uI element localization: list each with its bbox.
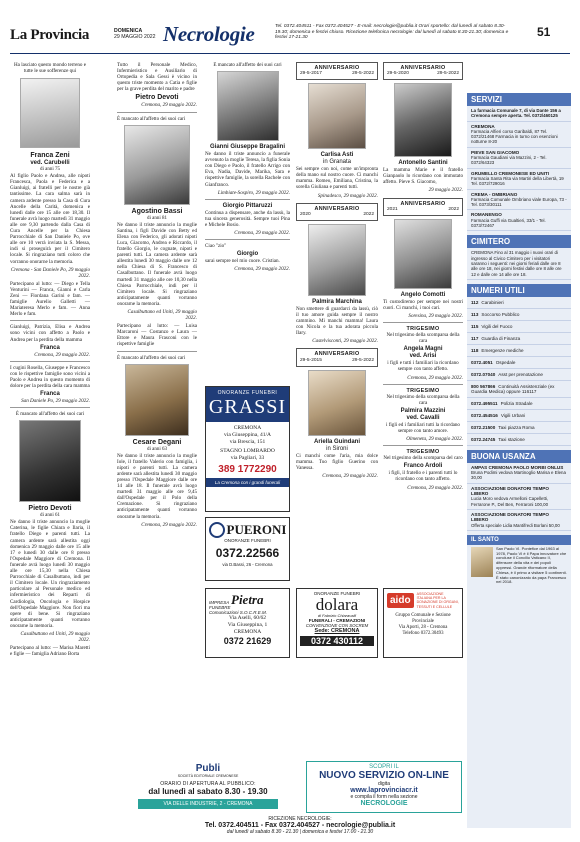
header-rule [10,53,570,54]
deceased-age: di anni 63 [147,446,167,452]
ad-line: FUNERALI - CREMAZIONI [308,618,366,623]
number-label: Polizia Stradale [500,400,533,406]
anniversary-date: 29-5-2017 [300,71,322,77]
pharmacy-list [467,106,571,231]
ad-line: Via Aporti, 28 - Cremona [398,624,448,630]
obit-body: Ne danno il triste annuncio la moglie Caterina, le figlie Chiara e Ilaria, il fratello Diego e parenti tutti. La camera ardente sarà allestita oggi domenica 29 maggio dalle ore 15 alle 17 e lunedì 30 dalle ore 8 presso l'Ospedale Maggiore di Cremona. Il funerale avrà luogo lunedì 30 maggio alle ore 15,30 nella Chiesa Parrocchiale di Casalbuttano, indi per il Cimitero locale. Un ringraziamento particolare al Personale medico ed infermieristico dei Reparti di Cardiologia, Oncologia e Hospice dell'Ospedale Maggiore. Non fiori ma opere di bene. Si ringraziano anticipatamente quanti vorranno onorarne la memoria. [10,519,90,629]
ad-footer: La Cremona con i grandi funerali [206,478,289,487]
number-label: Vigili Urbani [500,412,526,418]
orario-label: ORARIO DI APERTURA AL PUBBLICO: [160,781,256,787]
masthead: La Provincia [10,27,90,43]
number-value: 113 [471,311,479,317]
deceased-name: Palmira Mazzini [400,407,446,414]
pharmacy-town: CREMA - OMBRIANO [471,191,518,197]
deceased-name: Angelo Comotti [400,291,446,298]
useful-number [467,345,571,357]
anniversary-title: ANNIVERSARIO [314,65,360,71]
number-value: 0372.454516 [471,412,498,418]
column-3 [205,62,290,362]
number-value: 0372.07040 [471,371,496,377]
numbers-list [467,297,571,446]
page-number: 51 [537,25,551,39]
ad-dolara [296,588,378,658]
obit-body: Sei sempre con noi, come un'impronta della mano sul nostro cuore. Ci manchi mamma. Romeo, Emiliana, Cristina, la sorella Giuliana e parenti tutti. [296,166,378,191]
condolence-name: Franca [40,391,60,398]
obit-body: Ci manchi come l'aria, mia dolce mamma. Tuo figlio Guerino con Vanessa. [296,452,378,471]
deceased-name: Palmira Marchina [312,298,362,305]
deceased-name: Gianni Giuseppe Bragalini [209,144,285,151]
portrait-palmira-marchina [308,224,366,296]
ad-line: Gruppo Comunale e Sezione Provinciale [395,612,451,624]
publia-logo: Publi [195,763,221,774]
number-label: Taxi stazione [498,436,525,442]
cross-logo-icon [209,522,225,538]
deceased-name: Ariella Guindani [313,438,360,445]
ad-line: via Brescia, 151 [229,439,266,445]
aido-logo-icon: aido [387,593,414,608]
ad-brand: GRASSI [208,396,287,418]
buona-usanza-title: BUONA USANZA [467,450,571,463]
obit-place: Cremona, 29 maggio 2022. [141,521,197,528]
deceased-name: Giorgio [236,251,259,258]
anniversary-date: 2020 [300,211,311,217]
pharmacy-text: Farmacia Santa Rita via Martiri della Libertà, 19 Tel. 0372/729016 [471,175,564,187]
publia-footer [138,761,462,838]
number-label: Continuità Assistenziale (ex Guardia Medica) oppure 116117 [471,383,555,394]
obit-place: Cremona, 29 maggio 2022. [407,374,463,381]
obit-place: Cremona - San Daniele Po, 29 maggio 2022. [10,266,90,279]
anniversary-title: ANNIVERSARIO [314,205,360,212]
donation-text: Lucia Moro vedova Armelloni Capelletti, Ferrarone P., Del Ben, Ferraroni 100,00 [471,496,549,507]
obit-body: Ti custodiremo per sempre nei nostri cuori. Ci manchi, i tuoi cari. [383,298,463,311]
ad-label: ONORANZE FUNEBRI [217,390,278,396]
pharmacy-text: Farmacia Gaudiani via Mazzini, 2 - Tel. 0372/64323 [471,155,547,166]
condolence-text: Gianluigi, Patrizia, Elisa e Andrea sono vicini con affetto a Paolo e Andrea per la perdita della mamma [10,324,90,343]
ad-pueroni [205,517,290,581]
obit-place: Cremona, 29 maggio 2022. [322,472,378,479]
deceased-name: Giorgio Pittaruzzi [222,202,273,209]
ad-line: Comunicazioni S.O.C.R.E.M. [209,610,268,615]
portrait-franca-zeni [20,78,80,148]
portrait-agostino-bassi [124,125,190,205]
digita-label: digita [378,781,390,787]
number-value: 0372.495511 [471,400,498,406]
deceased-sub: ved. Arisi [409,353,437,360]
pharmacy-text: Farmacia Guffi via Gualtieri, 33/1 - Tel. 0373/72467 [471,217,546,229]
ad-line: CONVENZIONE CON SOCREM [305,623,369,628]
anniversary-box [383,198,463,216]
ad-phone: 389 1772290 [218,464,277,475]
obit-place: Cremona, 29 maggio 2022. [234,266,290,273]
pharmacy-town: ROMANENGO [471,212,502,218]
column-4 [296,62,378,587]
obit-body: Non smettere di guardarci da lassù, ciò il tuo amore guida sempre il nostro cammino. Mi manchi mamma! Laura con Nicola e la tua adorata piccola Ilary. [296,305,378,337]
ad-brand: PUERONI [226,522,287,537]
anniversary-box [296,62,378,80]
intro-text: Ciao "zio" [205,243,227,250]
ad-phone: 0372 430112 [300,636,374,646]
pharmacy-town: CREMONA [471,123,495,129]
anniversary-title: ANNIVERSARIO [400,65,446,71]
useful-number [467,297,571,309]
anniversary-date: 29-5-2022 [437,71,459,77]
intro-text: È mancato all'affetto dei suoi cari [117,115,186,122]
ad-phone: 0372.22566 [215,546,280,560]
condolence-place: Cremona, 29 maggio 2022. [34,351,90,358]
ad-brand: Pietra [231,592,264,607]
header-info: Tel. 0372.404511 - Fax 0372.404527 - E-mail: necrologie@publia.it Orari sportello: dal lunedì al sabato 8.30-19.30; domenica e festivi chiuso. Ricezione telefonica necrologie: dal lunedì al sabato 8.30-21.30; domenica e festivi 17-21.30 [275,24,509,41]
necrologie-label: NECROLOGIE [360,800,408,807]
anniversary-date: 2022 [363,211,374,217]
deceased-name: Carlisa Asti [320,152,354,159]
anniversary-date: 29-5-2015 [300,357,322,363]
ad-phone: 0372 21629 [223,636,272,646]
pharmacy-item [467,122,571,148]
obit-place: Limbiate-Sospiro, 29 maggio 2022. [217,189,290,196]
donation-org: AMPAS CREMONA PAOLO MORBI ONLUS [471,464,564,470]
pharmacy-text: La farmacia Comunale 7, di via Dante 156 a Cremona sempre aperta. Tel. 0372/460125 [471,108,561,119]
anniversary-date: 29-5-2022 [352,357,374,363]
obit-participants: Partecipano al lutto: — Marisa Maretti e figlie — famiglia Adriano Borta [10,645,90,658]
deceased-age: di anni 61 [40,513,60,519]
portrait-pietro-devoti [19,420,81,502]
donation-item [467,463,571,484]
condolence-text: Tutto il Personale Medico, Infermieristico e Ausiliario di Ortopedia e Sala Gessi è vicino in questo triste momento a Catia e figlie per la grave perdita del marito e padre [117,62,197,93]
deceased-name: Franco Ardoli [403,463,443,470]
pharmacy-town: PIEVE SAN GIACOMO [471,149,520,155]
number-value: 115 [471,323,479,329]
obit-body: Continua a dispensare, anche da lassù, la tua sincera generosità. Sempre tuoi Pina e Michele Bosio. [205,209,290,228]
condolence-name: Pietro Devoti [135,94,179,102]
deceased-age: di anni 81 [147,215,167,221]
obit-body: i figli ed i familiari tutti la ricordano sempre con tanto amore. [386,421,460,434]
ad-grassi [205,386,290,512]
ad-line: Via Aselli, 60/62 [228,615,267,621]
donations-list [467,463,571,531]
intro-text: È mancato all'affetto dei suoi cari [117,354,186,361]
portrait-carlisa-asti [308,83,366,149]
useful-number [467,434,571,446]
trigesimo-title: TRIGESIMO [406,326,440,333]
anniversary-date: 2021 [387,206,398,212]
ricezione-label: RICEZIONE NECROLOGIE: [268,816,332,822]
donation-item [467,484,571,510]
obit-body: Ne danno il triste annuncio la moglie Iole, il fratello Valerio con famiglia, i nipoti e parenti tutti. La camera ardente sarà allestita lunedì 30 maggio presso l'Ospedale Maggiore dalle ore 14 alle 18. Il funerale avrà luogo martedì 31 maggio alle ore 9,45 dall'Ospedale per il Polo della Cremazione. Si ringraziano anticipatamente quanti vorranno onorarne la memoria. [117,452,197,520]
ad-label: ONORANZE FUNEBRI [224,538,271,543]
donation-org: ASSOCIAZIONE DONATORI TEMPO LIBERO [471,485,549,497]
pharmacy-text: Farmacia Comunale Ombriano viale Europa, 73 - Tel. 0373/30111 [471,196,567,208]
ad-footer: via D.Bassi, 26 - Cremona [222,562,273,567]
number-label: Guardia di Finanza [481,335,521,341]
obit-place: Casalbuttano ed Uniti, 29 maggio 2022. [20,630,90,644]
deceased-name: Angela Magni [403,346,443,353]
ad-pietra [205,588,290,658]
donation-text: Offerta speciale Lidia Mantifredi Borlani 50,00 [471,522,560,528]
number-label: Vigili del Fuoco [481,323,513,329]
number-value: 0372.24745 [471,436,496,442]
obit-body: i figli, il fratello e i parenti tutti lo ricordano con tanto affetto. [388,470,458,483]
obit-place: Castelvisconti, 29 maggio 2022. [312,338,378,345]
ad-label: IMPRESA FUNEBRE [209,600,231,610]
anniversary-date: 29-5-2022 [352,71,374,77]
publia-logo-sub: SOCIETÀ EDITORIALE CREMONESE [177,774,239,778]
santo-text: San Paolo VI. Pontefice dal 1963 al 1978, Paolo VI è il Papa innovatore che concluse il Concilio Vaticano II, difensore della vita e dei popoli oppressi. Grande riformatore della Chiesa, è il primo a visitare 5 continenti. È stato canonizzato da papa Francesco nel 2018. [496,545,567,585]
condolence-text: I cugini Rosella, Giuseppe e Francesco con le rispettive famiglie sono vicini a Paolo e Andrea in questo momento di dolore per la perdita della cara mamma [10,364,90,389]
cimitero-title: CIMITERO [467,235,571,248]
ad-line: via Pagliari, 33 [230,455,265,461]
number-value: 112 [471,299,479,305]
compila-label: e compila il form nella sezione [350,794,418,800]
obit-place: Soresina, 29 maggio 2022. [408,312,463,319]
column-2 [117,62,197,762]
sidebar-title: SERVIZI [467,93,571,106]
ad-line: CREMONA [233,425,262,431]
useful-number [467,410,571,422]
pharmacy-item [467,169,571,190]
ad-line: CREMONA [233,629,262,635]
ad-line: STAGNO LOMBARDO [220,448,275,454]
deceased-name: Antonello Santini [398,160,448,167]
intro-text: Ha lasciato questo mondo terreno e tutte le sue sofferenze qui [14,62,86,75]
obit-place: Casalbuttano ed Uniti, 29 maggio 2022. [127,308,197,322]
pharmacy-text: Farmacia Alfieri corso Garibaldi, 87 Tel. 0372/21468 Farmacia in turno con esenzioni notturne 8-20 [471,128,558,145]
obit-body: La mamma Marie e il fratello Gianpaolo lo ricordano con immutato affetto. Pieve S. Giacomo, [383,167,463,186]
portrait-angelo-comotti [394,219,452,289]
portrait-antonello-santini [394,83,452,157]
trigesimo-title: TRIGESIMO [406,387,440,394]
trigesimo-title: TRIGESIMO [406,449,440,456]
number-value: 0372.21500 [471,424,496,430]
number-value: 800 567866 [471,383,496,389]
number-value: 118 [471,347,479,353]
donation-org: ASSOCIAZIONE DONATORI TEMPO LIBERO [471,511,549,523]
pharmacy-item [467,190,571,211]
useful-number [467,369,571,381]
anniversary-title: ANNIVERSARIO [400,200,446,207]
obit-body: sarai sempre nel mio cuore. Cristian. [205,258,280,265]
donation-text: Bruna Podimi vedova Martinoglio Marisa e Elena 30,00 [471,470,566,481]
contact-line: Tel. 0372.404511 - Fax 0372.404527 - necrologie@publia.it [204,822,396,829]
deceased-sub: ved. Carubelli [30,160,70,167]
deceased-sub: ved. Cavalli [406,414,440,421]
obit-place: Cremona, 29 maggio 2022. [407,484,463,491]
ad-line: Via Giuseppina, 1 [227,622,268,628]
portrait-cesare-degani [125,364,189,436]
pharmacy-item [467,106,571,122]
obit-place: Olmeneta, 29 maggio 2022. [406,436,463,443]
deceased-sub: in Granata [322,159,352,166]
ad-brand: dolara [315,595,359,614]
nuovo-servizio: NUOVO SERVIZIO ON-LINE [319,770,449,781]
deceased-age: di anni 75 [40,167,60,173]
anniversary-box [296,203,378,221]
ad-aido [383,588,463,658]
obit-body: Ne danno il triste annuncio a funerale avvenuto la moglie Teresa, la figlia Sonia con Diego e Paolo, il fratello Arrigo con Eva, Nadia, Davide, Marika, Sara e rispettive famiglie, la sorella Rachele con Gianfranco. [205,151,290,188]
number-label: Emergenze mediche [481,347,524,353]
scopri-label: SCOPRI IL [369,764,399,770]
number-value: 0372.4051 [471,359,493,365]
obit-participants: Partecipano al lutto: — Luisa Marcaroni — Costanzo e Laura — Ettore e Maura Frasconi con le rispettive famiglie [117,323,197,348]
orario-value: dal lunedì al sabato 8.30 - 19.30 [148,787,268,796]
number-label: Taxi piazza Roma [498,424,535,430]
obit-place: 29 maggio 2022. [428,187,463,194]
number-label: Ospedale [495,359,516,365]
ad-line: ASSOCIAZIONE ITALIANA PER LA DONAZIONE DI ORGANI, TESSUTI E CELLULE [416,592,459,609]
column-5 [383,62,463,587]
useful-number [467,381,571,398]
ad-line: di Fabrizio Chiaravalli [317,613,357,618]
useful-number [467,321,571,333]
obit-participants: Partecipano al lutto: — Diego e Tella Venturini — Franca, Gianni e Carla Zeni — Flordana Garini e fam. — famiglie Aurelio Galletti — Mariateresa Merlo e fam. — Anna Merlo e fam. [10,280,90,318]
obit-body: Nel trigesimo della scomparsa della cara [386,393,460,406]
santo-title: IL SANTO [467,535,571,545]
saint-portrait [471,547,493,577]
deceased-name: Agostino Bassi [131,207,183,215]
pharmacy-town: GRUMELLO CREMONESE ED UNITI [471,170,550,176]
deceased-name: Cesare Degani [132,438,182,446]
obit-place: Cremona, 29 maggio 2022. [234,230,290,237]
number-label: Asst per prenotazione [498,371,543,377]
pharmacy-item [467,210,571,231]
obit-body: Nel trigesimo della scomparsa del caro [383,455,463,462]
useful-number [467,309,571,321]
useful-number [467,333,571,345]
anniversary-box [383,62,463,80]
number-label: Soccorso Pubblico [481,311,520,317]
ricezione-hours: dal lunedì al sabato 8.30 - 21.30 | domenica e festivi 17.00 - 21.30 [226,829,374,835]
ad-line: via Giuseppina, 41/A [224,432,271,438]
obit-body: Ne danno il triste annuncio la moglie Santina, i figli Davide con Betty ed Elena con Federico, gli adorati nipoti Luca, Giacomo, Andrea e Riccardo, il fratello Giorgio, le cognate, nipoti e parenti tutti. La camera ardente sarà allestita lunedì 30 maggio dalle ore 12 nella Chiesa di S. Francesco di Casalbuttano. Il funerale avrà luogo martedì 31 maggio alle ore 10,30 nella Chiesa Parrocchiale, indi per il Cimitero locale. Si ringraziano anticipatamente quanti vorranno onorarne la memoria. [117,221,197,307]
obit-body: i figli e tutti i familiari la ricordano sempre con tanto affetto. [387,360,459,373]
intro-text: È mancato all'affetto dei suoi cari [213,62,282,68]
obit-place: Spinadesco, 29 maggio 2022. [317,192,378,199]
obit-body: Nel trigesimo della scomparsa della cara [386,332,460,345]
anniversary-date: 29-5-2020 [387,71,409,77]
pharmacy-item [467,148,571,169]
sidebar-services [467,93,571,828]
anniversary-title: ANNIVERSARIO [314,351,360,358]
section-title: Necrologie [163,22,255,46]
column-1 [10,62,90,762]
useful-number [467,422,571,434]
deceased-name: Pietro Devoti [28,505,72,513]
condolence-place: Cremona, 29 maggio 2022. [141,102,197,109]
useful-number [467,398,571,410]
number-value: 117 [471,335,479,341]
intro-text: È mancato all'affetto dei suoi cari [15,411,85,418]
header-date: DOMENICA 29 MAGGIO 2022 [114,28,156,40]
ad-label: ONORANZE FUNEBRI [313,591,361,596]
portrait-ariella-guindani [308,370,366,436]
condolence-place: San Daniele Po, 29 maggio 2022. [21,398,90,405]
deceased-sub: in Sironi [326,445,348,452]
anniversary-box [296,348,378,366]
anniversary-date: 2022 [448,206,459,212]
ad-phone: Telefono 0372.30493 [402,630,444,636]
ad-line: Sede: CREMONA [314,628,360,634]
useful-number [467,357,571,369]
address-bar: VIA DELLE INDUSTRIE, 2 - CREMONA [138,799,278,809]
numeri-utili-title: NUMERI UTILI [467,284,571,297]
condolence-name: Franca [40,344,60,351]
donation-item [467,510,571,531]
cimitero-text: CREMONA Fino al 31 maggio i nuovi orari di ingresso al Civico Cimitero per i visitatori saranno i seguenti: nei giorni feriali dalle ore 8 alle ore 18, nei giorni festivi dalle ore 8 alle ore 12 e dalle ore 14 alle ore 18. [467,248,571,279]
deceased-name: Franca Zeni [30,152,70,160]
obit-body: Al figlio Paolo e Andrea, alle nipoti Francesca, Paola e Federica e a Gianluigi, ai fratelli per le nostre già tantissime. La cara salma sarà in camera ardente presso la Casa di Cura Ancelle della Carità, domenica e lunedì dalle ore 15 alle ore 18,30. Il funerale avrà luogo martedì 31 maggio alle ore 9,30 partendo dalla Casa di Cura Ancelle per la Chiesa Parrocchiale di San Daniele Po, ove alle ore 10 verrà inviata la S. Messa, indi si proseguirà per il Cimitero locale. Si ringraziano tutti coloro che vorranno onorarne la memoria. [10,173,90,265]
number-label: Carabinieri [481,299,504,305]
portrait-gianni-bragalini [217,71,279,141]
website-link[interactable]: www.laprovinciacr.it [350,787,418,794]
